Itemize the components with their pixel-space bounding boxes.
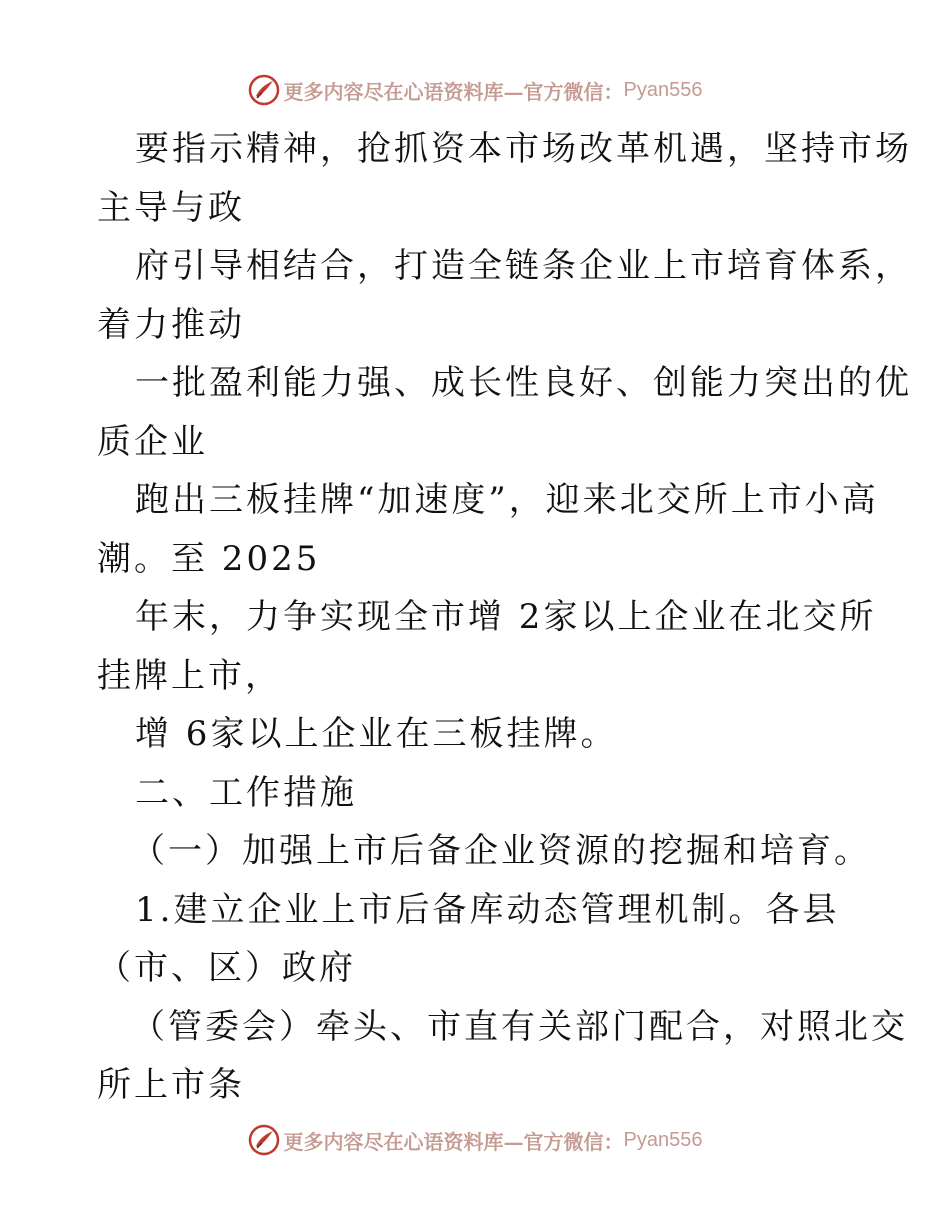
quill-logo-icon [248,74,280,106]
text-line: 要指示精神，抢抓资本市场改革机遇，坚持市场 [135,129,912,169]
text-line: 年末，力争实现全市增 2家以上企业在北交所 [135,597,877,637]
footer-watermark [0,1120,950,1160]
text-line: 主导与政 [97,187,245,228]
text-line: 挂牌上市， [97,655,282,696]
text-line: 1.建立企业上市后备库动态管理机制。各县 [135,889,840,930]
text-line: 一批盈利能力强、成长性良好、创能力突出的优 [135,363,912,403]
text-line: （管委会）牵头、市直有关部门配合，对照北交 [131,1006,908,1047]
document-body [97,120,912,1115]
watermark-text: 更多内容尽在心语资料库—官方微信： [283,1129,624,1154]
text-line: 增 6家以上企业在三板挂牌。 [135,714,618,754]
text-line: （市、区）政府 [97,948,356,988]
section-heading: 二、工作措施 [135,772,357,813]
text-line: 跑出三板挂牌“加速度”，迎来北交所上市小高 [135,480,879,520]
text-line: 潮。至 2025 [97,538,321,579]
text-line: 府引导相结合，打造全链条企业上市培育体系， [135,246,912,286]
watermark-account: Pyan556 [623,1128,703,1151]
subsection-heading: （一）加强上市后备企业资源的挖掘和培育。 [131,831,871,871]
quill-logo-icon [248,1124,280,1156]
text-line: 所上市条 [97,1065,245,1105]
watermark-account: Pyan556 [623,78,703,101]
text-line: 质企业 [97,421,208,462]
watermark-text: 更多内容尽在心语资料库—官方微信： [283,79,624,104]
text-line: 着力推动 [97,304,245,345]
header-watermark [0,70,950,110]
